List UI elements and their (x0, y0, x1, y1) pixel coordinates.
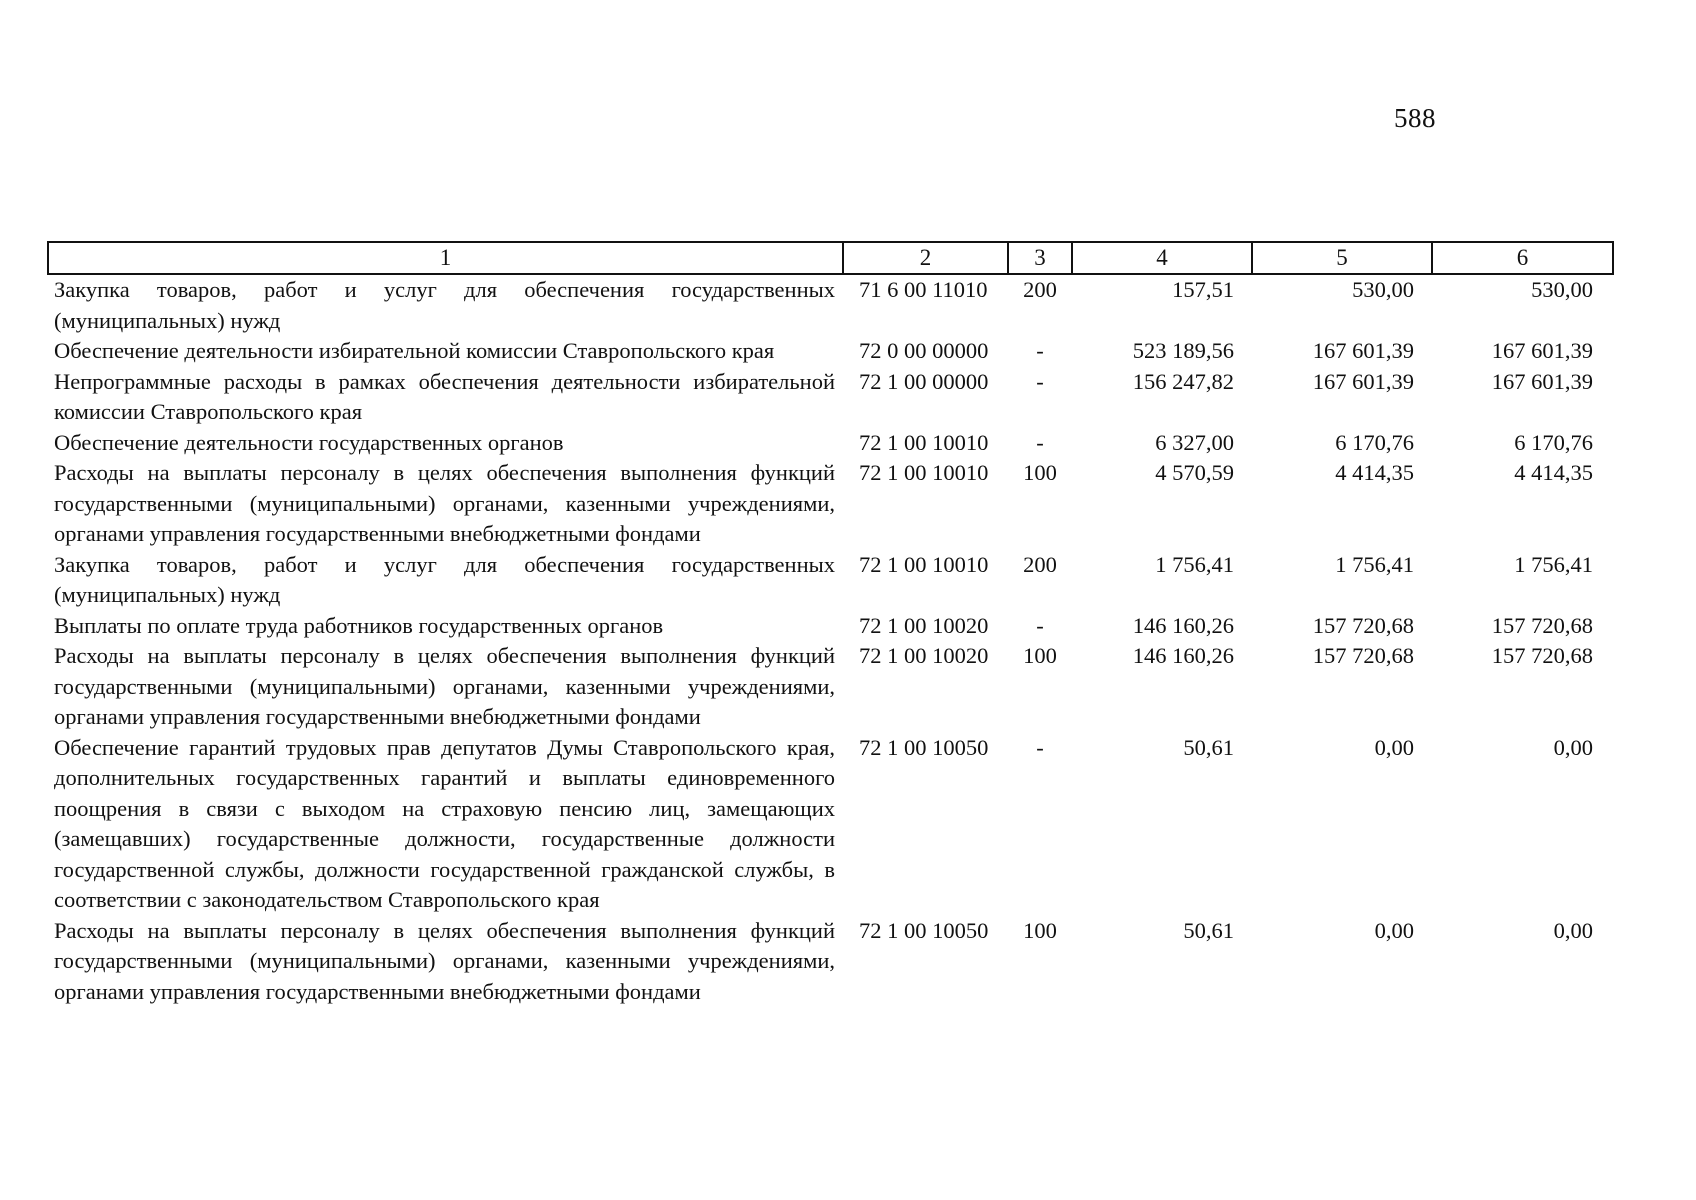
row-code: 72 1 00 10050 (859, 917, 989, 943)
row-value-4: 146 160,26 (1132, 643, 1234, 668)
table-row (48, 458, 1613, 550)
row-value-6: 0,00 (1553, 734, 1593, 760)
row-value-4: 156 247,82 (1132, 368, 1234, 394)
row-name: Обеспечение деятельности государственных органов (54, 429, 564, 455)
row-value-5: 167 601,39 (1312, 368, 1414, 394)
row-name: Закупка товаров, работ и услуг для обеспечения государственных (муниципальных) нужд (54, 277, 835, 333)
row-kind: - (1036, 368, 1044, 394)
table-row (48, 274, 1613, 336)
table-header (48, 242, 1613, 274)
table-row (48, 611, 1613, 642)
table-body (48, 274, 1613, 1007)
row-value-6: 4 414,35 (1514, 460, 1593, 485)
header-col-6: 6 (1432, 242, 1613, 274)
row-name: Закупка товаров, работ и услуг для обеспечения государственных (муниципальных) нужд (54, 551, 835, 607)
budget-table (47, 241, 1614, 1007)
row-value-5: 0,00 (1374, 917, 1414, 943)
row-value-4: 146 160,26 (1132, 612, 1234, 638)
row-value-6: 167 601,39 (1491, 368, 1593, 394)
row-code: 72 1 00 10020 (859, 643, 989, 668)
row-code: 72 1 00 10020 (859, 612, 989, 638)
row-name: Расходы на выплаты персоналу в целях обеспечения выполнения функций государственными (муниципальными) органами, казенными учреждениями, органами управления государственными внебюджетными фондами (54, 460, 835, 546)
page-number: 588 (1394, 103, 1436, 133)
row-kind: - (1036, 612, 1044, 638)
table-row (48, 550, 1613, 611)
row-kind: 200 (1023, 277, 1057, 302)
table-row (48, 428, 1613, 459)
row-name: Обеспечение деятельности избирательной комиссии Ставропольского края (54, 338, 775, 363)
row-value-6: 0,00 (1553, 917, 1593, 943)
row-value-5: 0,00 (1374, 734, 1414, 760)
row-value-5: 157 720,68 (1312, 643, 1414, 668)
row-value-5: 157 720,68 (1312, 612, 1414, 638)
row-code: 71 6 00 11010 (859, 277, 988, 302)
row-code: 72 0 00 00000 (859, 338, 989, 363)
header-col-3: 3 (1008, 242, 1072, 274)
row-value-6: 530,00 (1531, 277, 1593, 302)
row-code: 72 1 00 10010 (859, 429, 989, 455)
table-row (48, 336, 1613, 367)
row-value-6: 157 720,68 (1491, 612, 1593, 638)
row-value-4: 523 189,56 (1132, 338, 1234, 363)
row-name: Непрограммные расходы в рамках обеспечения деятельности избирательной комиссии Ставропольского края (54, 368, 835, 424)
row-code: 72 1 00 10050 (859, 734, 989, 760)
header-col-1: 1 (48, 242, 843, 274)
header-col-5: 5 (1252, 242, 1432, 274)
row-kind: - (1036, 734, 1044, 760)
row-name: Выплаты по оплате труда работников государственных органов (54, 612, 664, 638)
row-value-4: 50,61 (1183, 734, 1234, 760)
row-code: 72 1 00 00000 (859, 368, 989, 394)
row-value-5: 530,00 (1352, 277, 1414, 302)
row-value-6: 1 756,41 (1514, 551, 1593, 577)
row-value-5: 6 170,76 (1335, 429, 1414, 455)
row-code: 72 1 00 10010 (859, 551, 989, 577)
row-kind: 100 (1023, 460, 1057, 485)
row-kind: 100 (1023, 643, 1057, 668)
header-col-2: 2 (843, 242, 1008, 274)
row-value-6: 6 170,76 (1514, 429, 1593, 455)
row-value-4: 50,61 (1183, 917, 1234, 943)
row-name: Обеспечение гарантий трудовых прав депутатов Думы Ставропольского края, дополнительных государственных гарантий и выплаты единовременного поощрения в связи с выходом на страховую пенсию лиц, замещающих (замещавших) государственные должности, государственные должности государственной службы, должности государственной гражданской службы, в соответствии с законодательством Ставропольского края (54, 734, 835, 912)
header-row (48, 242, 1613, 274)
table-row (48, 367, 1613, 428)
table-row (48, 733, 1613, 916)
table-row (48, 916, 1613, 1008)
row-value-6: 157 720,68 (1491, 643, 1593, 668)
row-kind: 200 (1023, 551, 1057, 577)
row-name: Расходы на выплаты персоналу в целях обеспечения выполнения функций государственными (муниципальными) органами, казенными учреждениями, органами управления государственными внебюджетными фондами (54, 917, 835, 1004)
row-value-4: 1 756,41 (1155, 551, 1234, 577)
row-value-5: 4 414,35 (1335, 460, 1414, 485)
header-col-4: 4 (1072, 242, 1252, 274)
row-value-4: 6 327,00 (1155, 429, 1234, 455)
row-value-6: 167 601,39 (1491, 338, 1593, 363)
row-kind: 100 (1023, 917, 1057, 943)
row-name: Расходы на выплаты персоналу в целях обеспечения выполнения функций государственными (муниципальными) органами, казенными учреждениями, органами управления государственными внебюджетными фондами (54, 643, 835, 729)
table-row (48, 641, 1613, 733)
row-value-4: 4 570,59 (1155, 460, 1234, 485)
row-value-5: 167 601,39 (1312, 338, 1414, 363)
row-kind: - (1036, 338, 1044, 363)
row-value-5: 1 756,41 (1335, 551, 1414, 577)
row-code: 72 1 00 10010 (859, 460, 989, 485)
row-kind: - (1036, 429, 1044, 455)
row-value-4: 157,51 (1172, 277, 1234, 302)
